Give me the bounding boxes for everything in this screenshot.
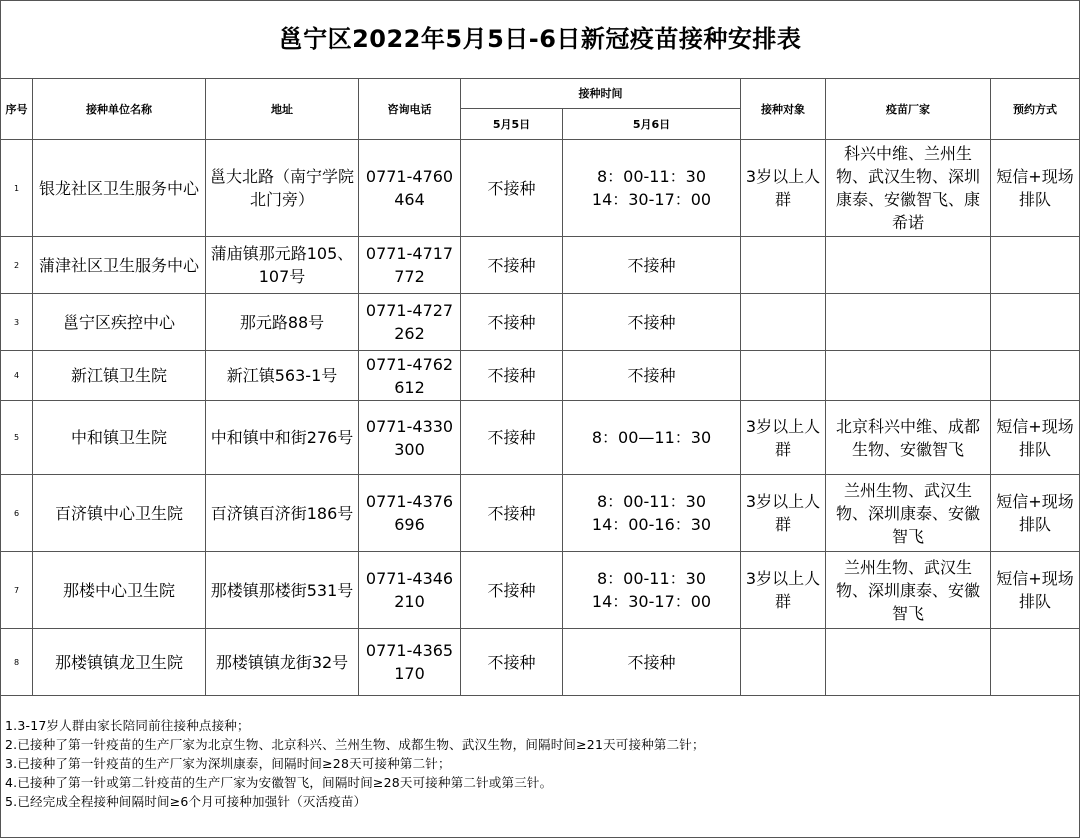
booking-method: 短信+现场排队 [991, 552, 1080, 629]
vaccine-vendor: 兰州生物、武汉生物、深圳康泰、安徽智飞 [826, 475, 991, 552]
address: 邕大北路（南宁学院北门旁） [206, 140, 359, 237]
row-index: 7 [1, 552, 33, 629]
phone: 0771-4760464 [359, 140, 461, 237]
row-index: 5 [1, 401, 33, 475]
time-may6: 不接种 [563, 629, 741, 696]
address: 新江镇563-1号 [206, 351, 359, 401]
header-phone: 咨询电话 [359, 79, 461, 140]
time-may6: 8：00-11：30 14：30-17：00 [563, 140, 741, 237]
phone: 0771-4330300 [359, 401, 461, 475]
time-may6: 8：00—11：30 [563, 401, 741, 475]
row-index: 2 [1, 237, 33, 294]
phone: 0771-4376696 [359, 475, 461, 552]
unit-name: 银龙社区卫生服务中心 [33, 140, 206, 237]
time-may5: 不接种 [461, 294, 563, 351]
target-group: 3岁以上人群 [741, 475, 826, 552]
vaccine-vendor: 科兴中维、兰州生物、武汉生物、深圳康泰、安徽智飞、康希诺 [826, 140, 991, 237]
address: 那楼镇镇龙街32号 [206, 629, 359, 696]
header-target: 接种对象 [741, 79, 826, 140]
table-row [1, 552, 1080, 629]
header-day-may5: 5月5日 [461, 109, 563, 140]
time-may5: 不接种 [461, 140, 563, 237]
booking-method [991, 237, 1080, 294]
vaccine-vendor [826, 629, 991, 696]
page-title: 邕宁区2022年5月5日-6日新冠疫苗接种安排表 [1, 1, 1080, 79]
note-line: 5.已经完成全程接种间隔时间≥6个月可接种加强针（灭活疫苗） [5, 794, 367, 809]
row-index: 4 [1, 351, 33, 401]
table-row [1, 237, 1080, 294]
unit-name: 蒲津社区卫生服务中心 [33, 237, 206, 294]
phone: 0771-4346210 [359, 552, 461, 629]
time-may5: 不接种 [461, 475, 563, 552]
booking-method: 短信+现场排队 [991, 401, 1080, 475]
phone: 0771-4717772 [359, 237, 461, 294]
target-group [741, 294, 826, 351]
note-line: 2.已接种了第一针疫苗的生产厂家为北京生物、北京科兴、兰州生物、成都生物、武汉生物，间隔时间≥21天可接种第二针； [5, 737, 705, 752]
target-group [741, 351, 826, 401]
table-row [1, 475, 1080, 552]
unit-name: 中和镇卫生院 [33, 401, 206, 475]
header-address: 地址 [206, 79, 359, 140]
address: 百济镇百济街186号 [206, 475, 359, 552]
row-index: 1 [1, 140, 33, 237]
address: 蒲庙镇那元路105、107号 [206, 237, 359, 294]
booking-method: 短信+现场排队 [991, 140, 1080, 237]
time-may5: 不接种 [461, 401, 563, 475]
row-index: 8 [1, 629, 33, 696]
unit-name: 那楼镇镇龙卫生院 [33, 629, 206, 696]
time-may5: 不接种 [461, 237, 563, 294]
time-may6: 不接种 [563, 351, 741, 401]
target-group: 3岁以上人群 [741, 401, 826, 475]
address: 那楼镇那楼街531号 [206, 552, 359, 629]
booking-method [991, 629, 1080, 696]
time-may6: 8：00-11：30 14：30-17：00 [563, 552, 741, 629]
time-may6: 不接种 [563, 237, 741, 294]
target-group: 3岁以上人群 [741, 552, 826, 629]
unit-name: 邕宁区疾控中心 [33, 294, 206, 351]
time-may5: 不接种 [461, 552, 563, 629]
table-row [1, 140, 1080, 237]
target-group: 3岁以上人群 [741, 140, 826, 237]
row-index: 6 [1, 475, 33, 552]
vaccine-vendor [826, 237, 991, 294]
note-line: 3.已接种了第一针疫苗的生产厂家为深圳康泰，间隔时间≥28天可接种第二针； [5, 756, 451, 771]
address: 中和镇中和街276号 [206, 401, 359, 475]
time-may6: 8：00-11：30 14：00-16：30 [563, 475, 741, 552]
target-group [741, 237, 826, 294]
table-row [1, 629, 1080, 696]
row-index: 3 [1, 294, 33, 351]
address: 那元路88号 [206, 294, 359, 351]
header-index: 序号 [1, 79, 33, 140]
phone: 0771-4762612 [359, 351, 461, 401]
time-may6: 不接种 [563, 294, 741, 351]
notes-section [1, 696, 1080, 838]
booking-method [991, 351, 1080, 401]
header-time: 接种时间 [461, 79, 741, 109]
unit-name: 那楼中心卫生院 [33, 552, 206, 629]
booking-method [991, 294, 1080, 351]
unit-name: 新江镇卫生院 [33, 351, 206, 401]
header-unit: 接种单位名称 [33, 79, 206, 140]
table-row [1, 351, 1080, 401]
booking-method: 短信+现场排队 [991, 475, 1080, 552]
vaccine-vendor [826, 351, 991, 401]
phone: 0771-4727262 [359, 294, 461, 351]
vaccine-vendor: 兰州生物、武汉生物、深圳康泰、安徽智飞 [826, 552, 991, 629]
phone: 0771-4365170 [359, 629, 461, 696]
note-line: 1.3-17岁人群由家长陪同前往接种点接种； [5, 718, 250, 733]
header-day-may6: 5月6日 [563, 109, 741, 140]
vaccine-vendor: 北京科兴中维、成都生物、安徽智飞 [826, 401, 991, 475]
time-may5: 不接种 [461, 629, 563, 696]
vaccine-vendor [826, 294, 991, 351]
unit-name: 百济镇中心卫生院 [33, 475, 206, 552]
note-line: 4.已接种了第一针或第二针疫苗的生产厂家为安徽智飞，间隔时间≥28天可接种第二针或第三针。 [5, 775, 553, 790]
table-row [1, 294, 1080, 351]
header-vendor: 疫苗厂家 [826, 79, 991, 140]
target-group [741, 629, 826, 696]
time-may5: 不接种 [461, 351, 563, 401]
header-booking: 预约方式 [991, 79, 1080, 140]
table-row [1, 401, 1080, 475]
